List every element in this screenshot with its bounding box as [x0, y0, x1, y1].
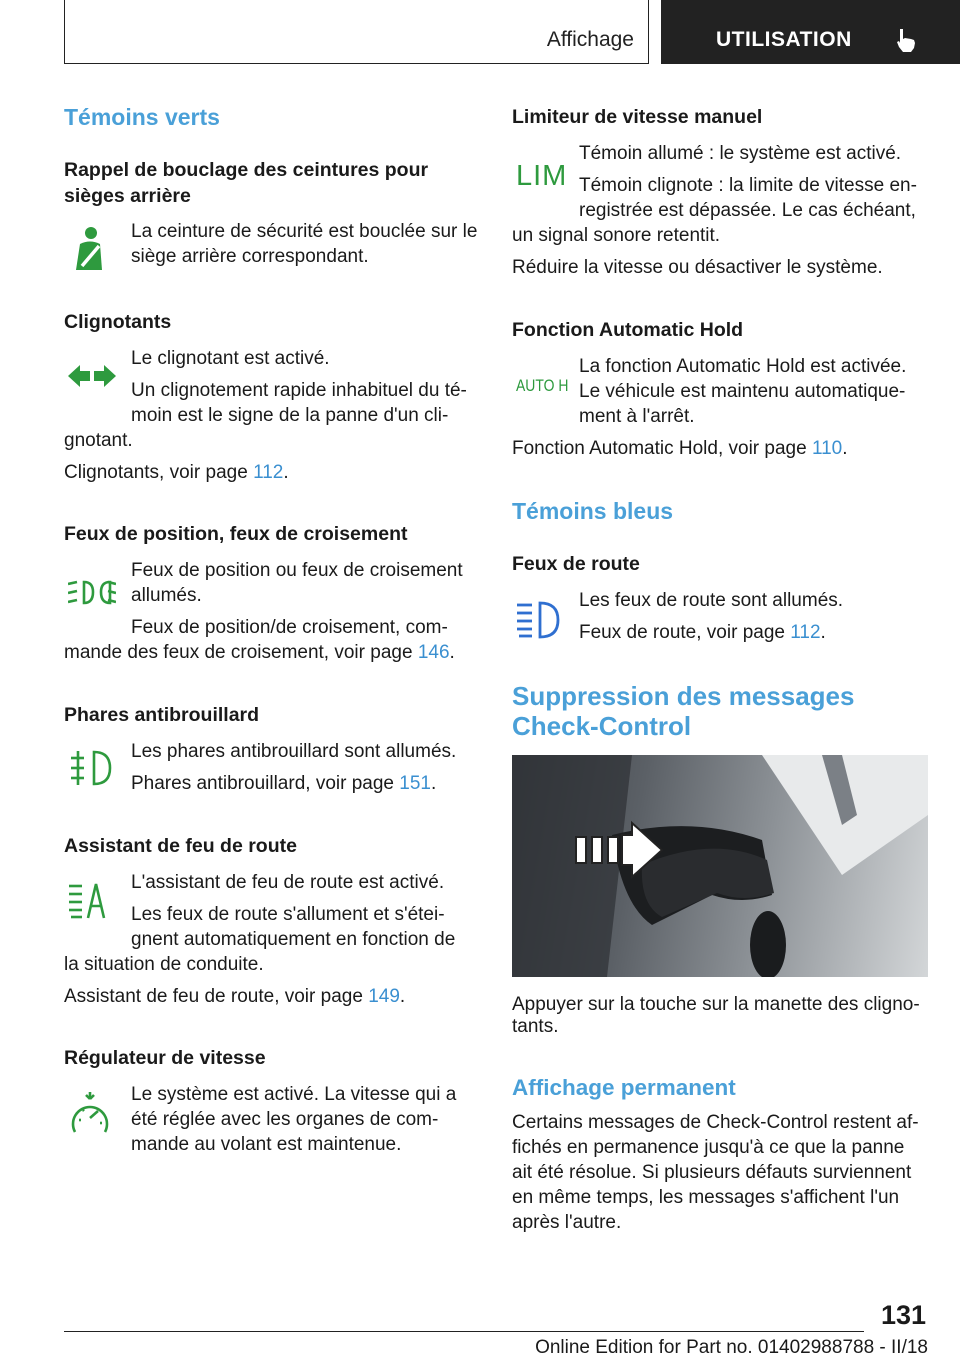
- limiter-line4: un signal sonore retentit.: [512, 225, 721, 246]
- turn-line1: Le clignotant est activé.: [131, 348, 330, 369]
- highbeam-page-link[interactable]: 112: [790, 622, 821, 643]
- hba-line3: gnent automatiquement en fonction de: [131, 929, 456, 950]
- hba-title: Assistant de feu de route: [64, 835, 297, 857]
- hba-page-link[interactable]: 149: [368, 986, 400, 1007]
- permanent-display-heading: Affichage permanent: [512, 1075, 736, 1100]
- lowbeam-line3: Feux de position/de croisement, com‐: [131, 617, 448, 638]
- limiter-line1: Témoin allumé : le système est activé.: [579, 143, 902, 164]
- hba-reference: Assistant de feu de route, voir page 149.: [64, 986, 406, 1007]
- hba-line2: Les feux de route s'allument et s'étei‐: [131, 904, 445, 925]
- header-section-title: Affichage: [546, 28, 634, 51]
- fog-title: Phares antibrouillard: [64, 704, 260, 726]
- turn-signal-title: Clignotants: [64, 311, 172, 333]
- permanent-line3: ait été résolue. Si plusieurs défauts surviennent: [512, 1162, 912, 1183]
- permanent-line1: Certains messages de Check-Control restent af‐: [512, 1112, 919, 1133]
- header-chapter-tab: [661, 0, 960, 64]
- suppression-heading-line1: Suppression des messages: [512, 681, 855, 711]
- high-beam-assistant-icon: [68, 880, 108, 920]
- permanent-line2: fichés en permanence jusqu'à ce que la panne: [512, 1137, 905, 1158]
- seatbelt-icon: [72, 226, 108, 274]
- seatbelt-title-line1: Rappel de bouclage des ceintures pour: [64, 159, 429, 181]
- high-beam-icon: [516, 599, 562, 639]
- permanent-line5: après l'autre.: [512, 1212, 622, 1233]
- hba-line4: la situation de conduite.: [64, 954, 264, 975]
- lowbeam-title: Feux de position, feux de croisement: [64, 523, 408, 545]
- photo-caption-line2: tants.: [512, 1016, 559, 1037]
- pointing-hand-icon: [893, 26, 921, 54]
- cruise-control-icon: [70, 1090, 110, 1136]
- fog-line1: Les phares antibrouillard sont allumés.: [131, 741, 457, 762]
- turn-signal-stalk-photo: [512, 755, 928, 977]
- seatbelt-line2: siège arrière correspondant.: [131, 246, 369, 267]
- hba-line1: L'assistant de feu de route est activé.: [131, 872, 445, 893]
- lowbeam-line4: mande des feux de croisement, voir page 146.: [64, 642, 455, 663]
- autohold-line3: ment à l'arrêt.: [579, 406, 695, 427]
- cruise-line2: été réglée avec les organes de com‐: [131, 1109, 439, 1130]
- suppression-heading-line2: Check-Control: [512, 711, 692, 741]
- header-section-box: [64, 0, 649, 64]
- autohold-page-link[interactable]: 110: [811, 438, 843, 459]
- seatbelt-title-line2: sièges arrière: [64, 185, 191, 207]
- autohold-line1: La fonction Automatic Hold est activée.: [579, 356, 907, 377]
- footer-edition: Online Edition for Part no. 01402988788 - II/18: [535, 1337, 928, 1358]
- autohold-line2: Le véhicule est maintenu automatique‐: [579, 381, 906, 402]
- lowbeam-line2: allumés.: [131, 585, 202, 606]
- highbeam-title: Feux de route: [512, 553, 640, 575]
- limiter-line2: Témoin clignote : la limite de vitesse en‐: [579, 175, 917, 196]
- cruise-line1: Le système est activé. La vitesse qui a: [131, 1084, 457, 1105]
- fog-page-link[interactable]: 151: [399, 773, 431, 794]
- low-beam-icon: [68, 578, 116, 608]
- fog-reference: Phares antibrouillard, voir page 151.: [131, 773, 437, 794]
- limiter-line5: Réduire la vitesse ou désactiver le système.: [512, 257, 883, 278]
- auto-hold-icon: AUTO H: [516, 376, 569, 395]
- turn-page-link[interactable]: 112: [253, 462, 284, 483]
- header-chapter-title: UTILISATION: [716, 28, 852, 51]
- page-number: 131: [880, 1300, 926, 1330]
- lowbeam-line1: Feux de position ou feux de croisement: [131, 560, 463, 581]
- heading-green-indicators: Témoins verts: [64, 104, 220, 130]
- fog-light-icon: [70, 748, 114, 788]
- autohold-reference: Fonction Automatic Hold, voir page 110.: [512, 438, 848, 459]
- footer-divider: [64, 1331, 864, 1332]
- turn-line2: Un clignotement rapide inhabituel du té‐: [131, 380, 467, 401]
- turn-reference: Clignotants, voir page 112.: [64, 462, 289, 483]
- permanent-line4: en même temps, les messages s'affichent l'un: [512, 1187, 900, 1208]
- autohold-title: Fonction Automatic Hold: [512, 319, 744, 341]
- cruise-title: Régulateur de vitesse: [64, 1047, 266, 1069]
- seatbelt-line1: La ceinture de sécurité est bouclée sur le: [131, 221, 478, 242]
- photo-caption-line1: Appuyer sur la touche sur la manette des cligno‐: [512, 994, 920, 1015]
- limiter-title: Limiteur de vitesse manuel: [512, 106, 763, 128]
- limiter-lim-icon: LIM: [516, 160, 568, 192]
- turn-line4: gnotant.: [64, 430, 133, 451]
- heading-blue-indicators: Témoins bleus: [512, 498, 674, 524]
- turn-line3: moin est le signe de la panne d'un cli‐: [131, 405, 449, 426]
- limiter-line3: registrée est dépassée. Le cas échéant,: [579, 200, 916, 221]
- lowbeam-page-link[interactable]: 146: [417, 642, 450, 663]
- cruise-line3: mande au volant est maintenue.: [131, 1134, 402, 1155]
- turn-signal-icon: [68, 363, 116, 389]
- highbeam-reference: Feux de route, voir page 112.: [579, 622, 826, 643]
- highbeam-line1: Les feux de route sont allumés.: [579, 590, 844, 611]
